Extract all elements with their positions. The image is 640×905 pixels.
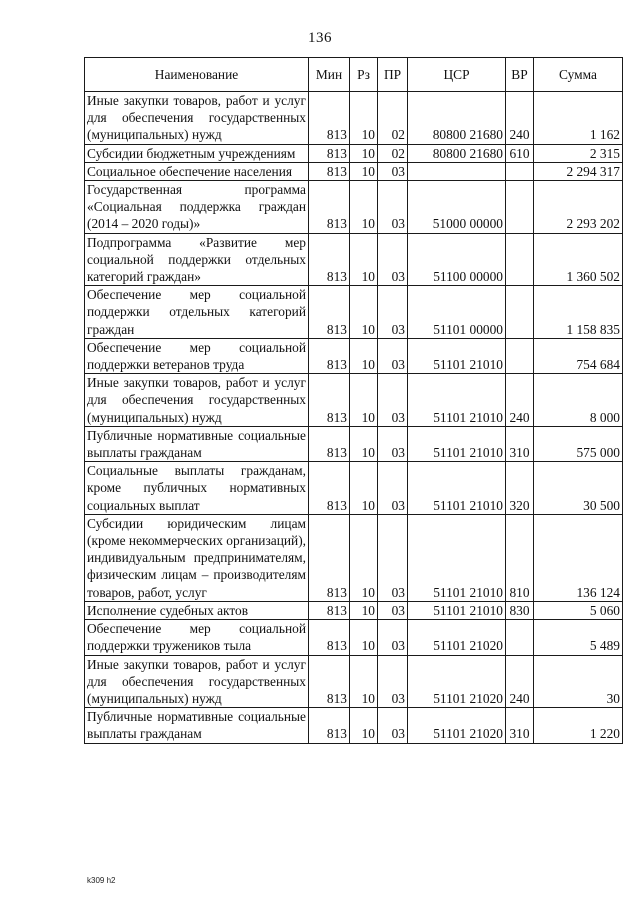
cell-sum: 30 xyxy=(534,655,623,708)
cell-rz: 10 xyxy=(350,708,378,743)
cell-vr xyxy=(506,620,534,655)
table-row xyxy=(85,233,623,286)
header-name: Наименование xyxy=(85,58,309,92)
cell-min: 813 xyxy=(309,655,350,708)
cell-min: 813 xyxy=(309,462,350,515)
cell-pr: 03 xyxy=(378,338,408,373)
cell-min: 813 xyxy=(309,162,350,180)
cell-name: Социальное обеспечение населения xyxy=(85,162,309,180)
table-row xyxy=(85,374,623,427)
cell-csr: 51101 21010 xyxy=(408,426,506,461)
cell-pr: 03 xyxy=(378,462,408,515)
cell-rz: 10 xyxy=(350,426,378,461)
table-row xyxy=(85,601,623,619)
cell-csr: 51101 21010 xyxy=(408,514,506,601)
cell-sum: 1 158 835 xyxy=(534,286,623,339)
cell-vr: 240 xyxy=(506,655,534,708)
cell-pr: 03 xyxy=(378,181,408,234)
header-sum: Сумма xyxy=(534,58,623,92)
cell-csr: 51101 21010 xyxy=(408,374,506,427)
cell-rz: 10 xyxy=(350,144,378,162)
cell-pr: 03 xyxy=(378,655,408,708)
cell-csr: 51101 21020 xyxy=(408,655,506,708)
cell-vr: 810 xyxy=(506,514,534,601)
cell-vr: 240 xyxy=(506,92,534,145)
cell-name: Субсидии юридическим лицам (кроме некоммерческих организаций), индивидуальным предпринимателям, физическим лицам – производителям товаров, работ, услуг xyxy=(85,514,309,601)
cell-min: 813 xyxy=(309,338,350,373)
header-pr: ПР xyxy=(378,58,408,92)
cell-csr: 51101 00000 xyxy=(408,286,506,339)
cell-csr: 51101 21010 xyxy=(408,338,506,373)
header-csr: ЦСР xyxy=(408,58,506,92)
cell-vr: 240 xyxy=(506,374,534,427)
cell-name: Публичные нормативные социальные выплаты гражданам xyxy=(85,708,309,743)
cell-name: Государственная программа «Социальная поддержка граждан (2014 – 2020 годы)» xyxy=(85,181,309,234)
cell-min: 813 xyxy=(309,233,350,286)
cell-pr: 03 xyxy=(378,601,408,619)
cell-rz: 10 xyxy=(350,601,378,619)
cell-pr: 03 xyxy=(378,286,408,339)
cell-sum: 8 000 xyxy=(534,374,623,427)
cell-name: Социальные выплаты гражданам, кроме публичных нормативных социальных выплат xyxy=(85,462,309,515)
cell-vr: 610 xyxy=(506,144,534,162)
cell-name: Иные закупки товаров, работ и услуг для обеспечения государственных (муниципальных) нужд xyxy=(85,374,309,427)
cell-rz: 10 xyxy=(350,514,378,601)
cell-csr xyxy=(408,162,506,180)
cell-rz: 10 xyxy=(350,286,378,339)
table-row xyxy=(85,286,623,339)
cell-min: 813 xyxy=(309,514,350,601)
cell-name: Субсидии бюджетным учреждениям xyxy=(85,144,309,162)
cell-pr: 02 xyxy=(378,144,408,162)
cell-csr: 80800 21680 xyxy=(408,144,506,162)
cell-rz: 10 xyxy=(350,181,378,234)
cell-vr: 310 xyxy=(506,426,534,461)
cell-name: Иные закупки товаров, работ и услуг для обеспечения государственных (муниципальных) нужд xyxy=(85,655,309,708)
cell-vr: 310 xyxy=(506,708,534,743)
cell-min: 813 xyxy=(309,601,350,619)
cell-vr xyxy=(506,162,534,180)
table-header-row xyxy=(85,58,623,92)
cell-csr: 51100 00000 xyxy=(408,233,506,286)
cell-min: 813 xyxy=(309,144,350,162)
cell-min: 813 xyxy=(309,708,350,743)
cell-min: 813 xyxy=(309,426,350,461)
cell-pr: 02 xyxy=(378,92,408,145)
page-number: 136 xyxy=(308,30,332,46)
cell-csr: 51101 21010 xyxy=(408,601,506,619)
header-min: Мин xyxy=(309,58,350,92)
cell-rz: 10 xyxy=(350,92,378,145)
cell-pr: 03 xyxy=(378,708,408,743)
cell-vr xyxy=(506,338,534,373)
table-row xyxy=(85,655,623,708)
cell-vr xyxy=(506,233,534,286)
cell-sum: 1 220 xyxy=(534,708,623,743)
cell-name: Обеспечение мер социальной поддержки отдельных категорий граждан xyxy=(85,286,309,339)
cell-rz: 10 xyxy=(350,233,378,286)
cell-sum: 2 315 xyxy=(534,144,623,162)
cell-rz: 10 xyxy=(350,462,378,515)
cell-name: Публичные нормативные социальные выплаты гражданам xyxy=(85,426,309,461)
table-row xyxy=(85,144,623,162)
header-vr: ВР xyxy=(506,58,534,92)
cell-csr: 51101 21020 xyxy=(408,708,506,743)
table-row xyxy=(85,514,623,601)
cell-sum: 5 489 xyxy=(534,620,623,655)
cell-vr xyxy=(506,181,534,234)
cell-rz: 10 xyxy=(350,620,378,655)
cell-pr: 03 xyxy=(378,162,408,180)
table-row xyxy=(85,92,623,145)
cell-csr: 51101 21010 xyxy=(408,462,506,515)
cell-pr: 03 xyxy=(378,233,408,286)
cell-sum: 575 000 xyxy=(534,426,623,461)
cell-pr: 03 xyxy=(378,514,408,601)
cell-name: Обеспечение мер социальной поддержки ветеранов труда xyxy=(85,338,309,373)
cell-name: Иные закупки товаров, работ и услуг для обеспечения государственных (муниципальных) нужд xyxy=(85,92,309,145)
footer-code: k309 h2 xyxy=(87,876,116,885)
cell-csr: 51101 21020 xyxy=(408,620,506,655)
cell-sum: 136 124 xyxy=(534,514,623,601)
table-row xyxy=(85,462,623,515)
cell-name: Обеспечение мер социальной поддержки тружеников тыла xyxy=(85,620,309,655)
table-row xyxy=(85,620,623,655)
cell-pr: 03 xyxy=(378,426,408,461)
cell-vr: 830 xyxy=(506,601,534,619)
table-row xyxy=(85,338,623,373)
cell-vr: 320 xyxy=(506,462,534,515)
cell-sum: 2 293 202 xyxy=(534,181,623,234)
cell-vr xyxy=(506,286,534,339)
cell-rz: 10 xyxy=(350,374,378,427)
cell-rz: 10 xyxy=(350,655,378,708)
cell-min: 813 xyxy=(309,620,350,655)
cell-rz: 10 xyxy=(350,338,378,373)
cell-sum: 1 162 xyxy=(534,92,623,145)
cell-sum: 2 294 317 xyxy=(534,162,623,180)
cell-name: Подпрограмма «Развитие мер социальной поддержки отдельных категорий граждан» xyxy=(85,233,309,286)
table-row xyxy=(85,181,623,234)
table-row xyxy=(85,162,623,180)
cell-min: 813 xyxy=(309,181,350,234)
table-row xyxy=(85,708,623,743)
cell-pr: 03 xyxy=(378,374,408,427)
cell-sum: 30 500 xyxy=(534,462,623,515)
cell-min: 813 xyxy=(309,286,350,339)
cell-rz: 10 xyxy=(350,162,378,180)
cell-csr: 80800 21680 xyxy=(408,92,506,145)
cell-csr: 51000 00000 xyxy=(408,181,506,234)
cell-sum: 1 360 502 xyxy=(534,233,623,286)
cell-sum: 754 684 xyxy=(534,338,623,373)
header-rz: Рз xyxy=(350,58,378,92)
cell-name: Исполнение судебных актов xyxy=(85,601,309,619)
cell-min: 813 xyxy=(309,92,350,145)
budget-table xyxy=(84,57,623,744)
cell-min: 813 xyxy=(309,374,350,427)
cell-sum: 5 060 xyxy=(534,601,623,619)
table-row xyxy=(85,426,623,461)
cell-pr: 03 xyxy=(378,620,408,655)
